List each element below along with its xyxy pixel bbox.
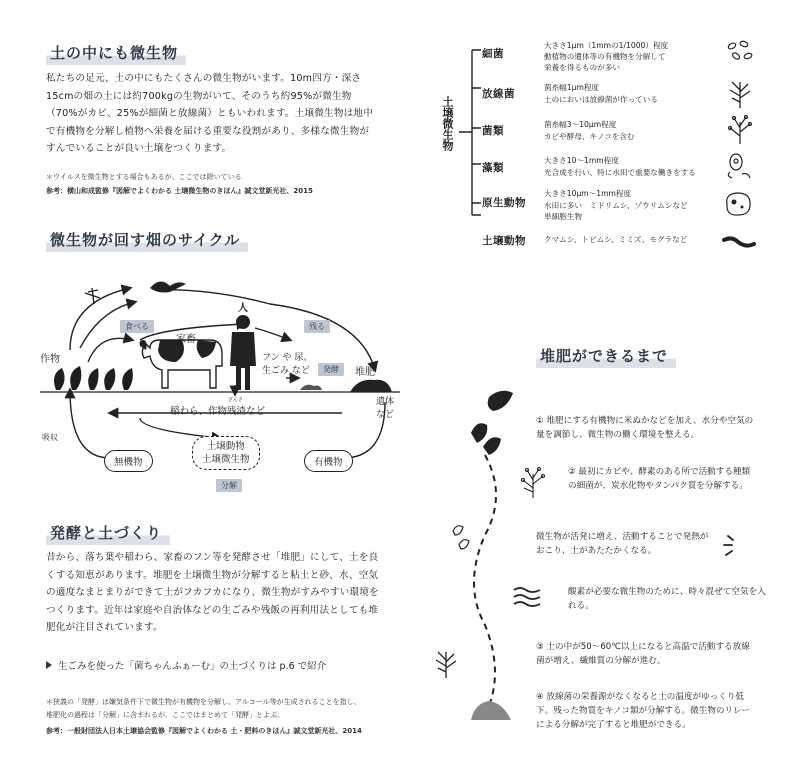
microbe-desc-actino-1: 菌糸幅1μm程度 bbox=[544, 83, 600, 92]
microbe-name-protozoa: 原生動物 bbox=[482, 197, 526, 209]
bacteria-icon bbox=[725, 38, 755, 64]
mold-icon bbox=[518, 466, 548, 498]
air-waves-icon bbox=[512, 586, 542, 608]
section-title-cycle: 微生物が回す畑のサイクル bbox=[46, 229, 248, 252]
play-arrow-icon bbox=[46, 661, 52, 669]
label-absorb: 吸収 bbox=[42, 433, 58, 442]
pill-soil-life: 土壌動物 土壌微生物 bbox=[192, 436, 260, 470]
ferment-link-text: 生ごみを使った「菌ちゃんふぁーむ」の土づくりは p.6 で紹介 bbox=[58, 661, 327, 672]
actinomycetes-step-icon bbox=[432, 648, 460, 678]
microbe-group-label: 土壌微生物 bbox=[441, 96, 454, 151]
heat-icon bbox=[722, 533, 746, 559]
ferment-link[interactable] bbox=[46, 658, 326, 672]
label-person: 人 bbox=[238, 303, 248, 314]
compost-step-3: 微生物が活発に増え、活動することで発熱がおこり、土があたたかくなる。 bbox=[536, 532, 709, 556]
algae-icon bbox=[724, 152, 754, 180]
soil-paragraph: 私たちの足元、土の中にもたくさんの微生物がいます。10m四方・深さ15cmの畑の土には約700kgの生物がいて、そのうち約95%が微生物（70%がカビ、25%が細菌と放線菌）ともいわれます。土壌微生物は地中で有機物を分解し植物へ栄養を届ける重要な役割があり、多様な微生物がすんでいることが良い土壌をつくります。 bbox=[46, 73, 374, 154]
label-waste: フン や 尿、 生ごみ など bbox=[262, 353, 313, 376]
ferment-footnote-2: 堆肥化の過程は「分解」に含まれるが、ここではまとめて「発酵」とよぶ。 bbox=[46, 711, 285, 719]
microbe-desc-fungi-1: 菌糸幅3〜10μm程度 bbox=[544, 120, 617, 129]
compost-path-illustration bbox=[445, 385, 525, 745]
microbe-desc-algae-1: 大きさ10〜1mm程度 bbox=[544, 156, 619, 165]
tag-eat: 食べる bbox=[120, 320, 154, 333]
microbe-desc-fungi-2: カビや酵母、キノコを含む bbox=[544, 132, 635, 141]
microbe-desc-bacteria-1: 大きさ1μm（1mmの1/1000）程度 bbox=[544, 41, 669, 50]
microbe-desc-protozoa-3: 単細胞生物 bbox=[544, 212, 582, 221]
microbe-name-fungi: 菌類 bbox=[482, 125, 504, 137]
microbe-name-bacteria: 細菌 bbox=[482, 48, 504, 60]
section-title-soil: 土の中にも微生物 bbox=[46, 42, 186, 65]
microbe-desc-algae-2: 光合成を行い、特に水田で重要な働きをする bbox=[544, 168, 696, 177]
tag-ferment: 発酵 bbox=[318, 363, 344, 376]
pill-inorganic: 無機物 bbox=[104, 450, 153, 472]
microbe-name-soil-animals: 土壌動物 bbox=[482, 235, 526, 247]
microbe-desc-bacteria-3: 栄養を得るものが多い bbox=[544, 63, 620, 72]
pill-organic: 有機物 bbox=[304, 450, 353, 472]
microbe-desc-bacteria-2: 動植物の遺体等の有機物を分解して bbox=[544, 52, 666, 61]
ferment-footnote-1: ＊狭義の「発酵」は嫌気条件下で微生物が有機物を分解し、アルコール等が生成されることを指し、 bbox=[46, 698, 361, 706]
microbe-name-actinomycetes: 放線菌 bbox=[482, 88, 515, 100]
label-zansa-ruby: ざんさ bbox=[228, 397, 244, 403]
soil-reference: 参考：横山和成監修『図解でよくわかる 土壌微生物のきほん』誠文堂新光社、2015 bbox=[46, 187, 313, 195]
protozoa-icon bbox=[723, 190, 753, 218]
label-crops: 作物 bbox=[40, 354, 60, 365]
tag-remain: 残る bbox=[304, 320, 330, 333]
fungi-icon bbox=[726, 114, 754, 144]
microbe-desc-protozoa-1: 大きさ10μm〜1mm程度 bbox=[544, 189, 632, 198]
microbe-desc-protozoa-2: 水田に多い ミドリムシ、ゾウリムシなど bbox=[544, 201, 688, 210]
section-title-ferment: 発酵と土づくり bbox=[46, 522, 170, 545]
microbe-desc-actino-2: 土のにおいは放線菌が作っている bbox=[544, 95, 658, 104]
label-remains: 遺体 など bbox=[376, 397, 395, 420]
ferment-paragraph: 昔から、落ち葉や稲わら、家畜のフン等を発酵させ「堆肥」にして、土を良くする知恵があります。堆肥を土壌微生物が分解すると粘土と砂、水、空気の適度なまとまりができて土がフカフカになり、微生物がすみやすい環境をつくります。近年は家庭や自治体などの生ごみや残飯の再利用法としても堆肥化が注目されています。 bbox=[46, 552, 379, 633]
compost-step-2: ② 最初にカビや、酵素のある所で活動する種類の細菌が、炭水化物やタンパク質を分解する。 bbox=[568, 467, 751, 491]
compost-step-5: ③ 土の中が50〜60℃以上になると高温で活動する放線菌が増え、繊維質の分解が進む。 bbox=[536, 642, 750, 666]
microbe-name-algae: 藻類 bbox=[482, 162, 504, 174]
section-title-compost: 堆肥ができるまで bbox=[536, 345, 676, 368]
label-straw: 稲わら、作物残渣など bbox=[170, 406, 266, 417]
compost-step-6: ④ 放線菌の栄養源がなくなると土の温度がゆっくり低下。残った物質をキノコ類が分解する。微生物のリレーによる分解が完了すると堆肥ができる。 bbox=[536, 692, 751, 730]
ferment-reference: 参考：一般財団法人日本土壌協会監修『図解でよくわかる 土・肥料のきほん』誠文堂新光社、2014 bbox=[46, 727, 362, 735]
compost-step-1: ① 堆肥にする有機物に米ぬかなどを加え、水分や空気の量を調節し、微生物の働く環境を整える。 bbox=[536, 416, 754, 440]
microbe-desc-soil-animals: クマムシ、トビムシ、ミミズ、モグラなど bbox=[544, 235, 688, 244]
tag-decompose: 分解 bbox=[216, 479, 242, 492]
actinomycetes-icon bbox=[726, 78, 754, 108]
label-livestock: 家畜 bbox=[176, 334, 196, 345]
compost-step-4: 酸素が必要な微生物のために、時々混ぜて空気を入れる。 bbox=[568, 587, 766, 611]
label-compost: 堆肥 bbox=[355, 367, 375, 378]
worm-icon bbox=[722, 234, 756, 250]
soil-footnote: ＊ウイルスを微生物とする場合もあるが、ここでは除いている bbox=[46, 173, 242, 181]
